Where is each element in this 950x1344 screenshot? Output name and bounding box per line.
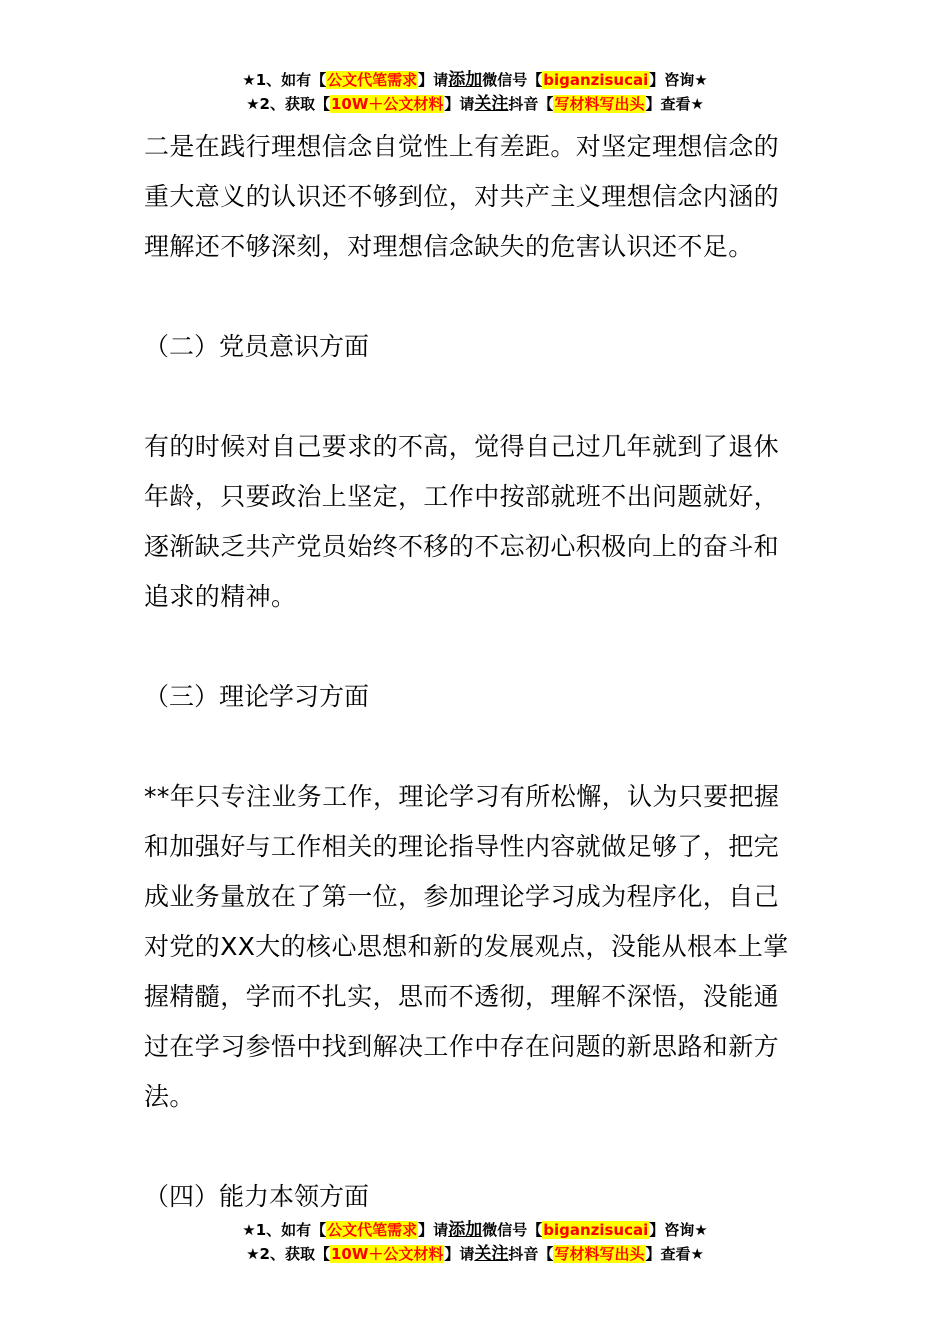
banner-line-2: ★2、获取【10W＋公文材料】请关注抖音【写材料写出头】查看★ (246, 94, 704, 114)
heading-theory-study: （三）理论学习方面 (144, 682, 370, 711)
paragraph-party-awareness: 有的时候对自己要求的不高，觉得自己过几年就到了退休 年龄，只要政治上坚定，工作中按部就班不出问题就好， 逐渐缺乏共产党员始终不移的不忘初心积极向上的奋斗和 追求的精神。 (144, 432, 780, 611)
highlight-service: 公文代笔需求 (327, 1221, 418, 1239)
heading-party-awareness: （二）党员意识方面 (144, 332, 370, 361)
paragraph-theory-study: **年只专注业务工作，理论学习有所松懈，认为只要把握 和加强好与工作相关的理论指导性内容就做足够了，把完 成业务量放在了第一位，参加理论学习成为程序化，自己 对党的XX大的核心思想和新的发展观点，没能从根本上掌 握精髓，学而不扎实，思而不透彻，理解不深悟，没能通 过在学习参悟中找到解决工作中存在问题的新思路和新方 法。 (144, 782, 789, 1111)
banner-line-1: ★1、如有【公文代笔需求】请添加微信号【biganzisucai】咨询★ (242, 70, 708, 90)
banner-line-2: ★2、获取【10W＋公文材料】请关注抖音【写材料写出头】查看★ (246, 1244, 704, 1264)
highlight-materials: 10W＋公文材料 (330, 95, 444, 113)
highlight-materials: 10W＋公文材料 (330, 1245, 444, 1263)
highlight-wechat-id: biganzisucai (543, 71, 649, 89)
highlight-douyin: 写材料写出头 (554, 95, 645, 113)
footer-banner (0, 1218, 950, 1266)
banner-line-1: ★1、如有【公文代笔需求】请添加微信号【biganzisucai】咨询★ (242, 1220, 708, 1240)
highlight-douyin: 写材料写出头 (554, 1245, 645, 1263)
highlight-wechat-id: biganzisucai (543, 1221, 649, 1239)
header-banner (0, 68, 950, 116)
highlight-service: 公文代笔需求 (327, 71, 418, 89)
paragraph-ideals: 二是在践行理想信念自觉性上有差距。对坚定理想信念的 重大意义的认识还不够到位，对共产主义理想信念内涵的 理解还不够深刻，对理想信念缺失的危害认识还不足。 (144, 132, 780, 261)
document-body (144, 122, 809, 1222)
heading-ability: （四）能力本领方面 (144, 1182, 370, 1211)
